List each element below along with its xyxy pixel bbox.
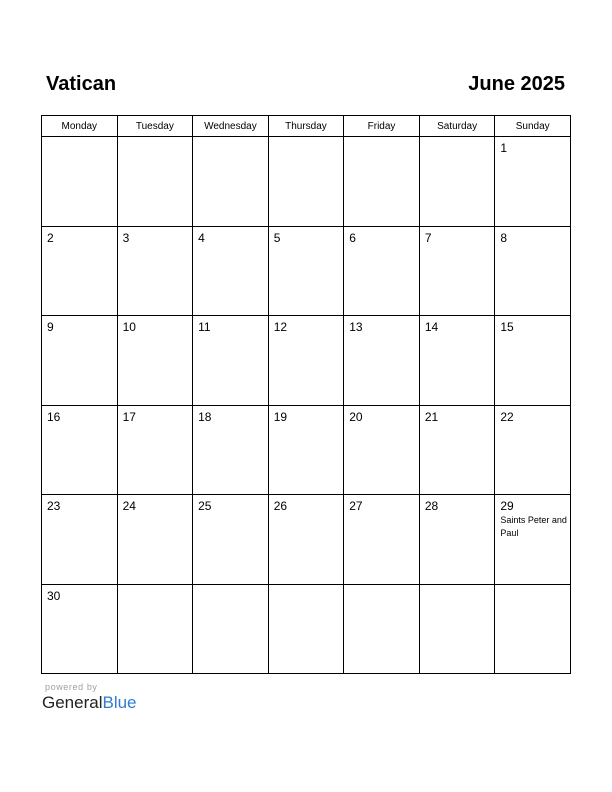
day-number: 22 — [500, 409, 514, 424]
brand-logo[interactable] — [42, 693, 137, 713]
day-cell — [42, 584, 118, 674]
day-number: 4 — [198, 230, 205, 245]
day-cell — [419, 405, 495, 495]
week-row — [42, 316, 571, 406]
weekday-header-row — [42, 116, 571, 137]
day-cell — [419, 137, 495, 227]
day-cell — [344, 495, 420, 585]
day-number: 7 — [424, 230, 432, 245]
day-number: 17 — [122, 409, 136, 424]
weekday-thursday: Thursday — [268, 116, 344, 137]
day-number: 21 — [424, 409, 439, 424]
holiday-label: Saints Peter and Paul — [500, 515, 567, 538]
month-title: June 2025 — [468, 73, 565, 95]
brand-logo-general: General — [42, 693, 103, 712]
day-cell — [419, 495, 495, 585]
day-cell — [495, 495, 571, 585]
day-cell — [42, 226, 118, 316]
day-number: 18 — [198, 409, 212, 424]
day-cell — [419, 226, 495, 316]
day-cell — [193, 405, 269, 495]
brand-logo-blue: Blue — [102, 693, 137, 712]
day-number: 28 — [424, 499, 439, 513]
calendar-grid — [41, 115, 571, 674]
day-number: 29 — [500, 499, 514, 513]
weekday-saturday: Saturday — [419, 116, 495, 137]
day-cell — [42, 316, 118, 406]
country-title: Vatican — [46, 73, 117, 95]
week-row — [42, 495, 571, 585]
day-number: 19 — [273, 409, 288, 424]
day-cell — [344, 137, 420, 227]
day-cell — [268, 316, 344, 406]
day-cell — [117, 137, 193, 227]
day-cell — [193, 137, 269, 227]
day-number: 3 — [122, 230, 130, 245]
weekday-friday: Friday — [344, 116, 420, 137]
day-number: 2 — [47, 230, 54, 245]
day-number: 15 — [500, 320, 514, 334]
day-cell — [495, 137, 571, 227]
day-number: 23 — [47, 499, 61, 513]
day-cell — [344, 584, 420, 674]
day-number: 11 — [198, 320, 211, 334]
day-cell — [344, 226, 420, 316]
day-cell — [268, 137, 344, 227]
day-number: 26 — [273, 499, 288, 513]
day-number: 10 — [122, 320, 136, 334]
week-row — [42, 226, 571, 316]
day-number: 8 — [500, 230, 508, 245]
day-cell — [495, 316, 571, 406]
day-cell — [42, 137, 118, 227]
day-number: 12 — [273, 320, 288, 334]
day-number: 25 — [198, 499, 212, 513]
day-number: 13 — [349, 320, 363, 334]
day-cell — [268, 584, 344, 674]
day-number: 20 — [349, 409, 363, 424]
day-number: 27 — [349, 499, 363, 513]
week-row — [42, 405, 571, 495]
day-number: 16 — [47, 409, 61, 424]
day-number: 1 — [500, 141, 508, 155]
day-cell — [268, 495, 344, 585]
day-cell — [344, 316, 420, 406]
day-number: 6 — [349, 230, 356, 245]
day-cell — [419, 316, 495, 406]
day-cell — [193, 226, 269, 316]
day-cell — [193, 495, 269, 585]
day-cell — [495, 584, 571, 674]
day-number: 9 — [47, 320, 54, 334]
day-cell — [117, 584, 193, 674]
day-cell — [42, 495, 118, 585]
weekday-tuesday: Tuesday — [117, 116, 193, 137]
day-number: 14 — [424, 320, 439, 334]
day-cell — [193, 316, 269, 406]
day-number: 24 — [122, 499, 136, 513]
day-cell — [268, 405, 344, 495]
week-row — [42, 584, 571, 674]
day-cell — [495, 226, 571, 316]
day-cell — [495, 405, 571, 495]
day-cell — [268, 226, 344, 316]
day-cell — [419, 584, 495, 674]
day-number: 5 — [273, 230, 281, 245]
weekday-wednesday: Wednesday — [193, 116, 269, 137]
day-cell — [117, 226, 193, 316]
day-cell — [193, 584, 269, 674]
weekday-monday: Monday — [42, 116, 118, 137]
day-cell — [117, 495, 193, 585]
weekday-sunday: Sunday — [495, 116, 571, 137]
day-cell — [117, 405, 193, 495]
day-cell — [344, 405, 420, 495]
day-number: 30 — [47, 588, 61, 603]
day-cell — [117, 316, 193, 406]
powered-by-label: powered by — [45, 682, 98, 692]
day-cell — [42, 405, 118, 495]
week-row — [42, 137, 571, 227]
